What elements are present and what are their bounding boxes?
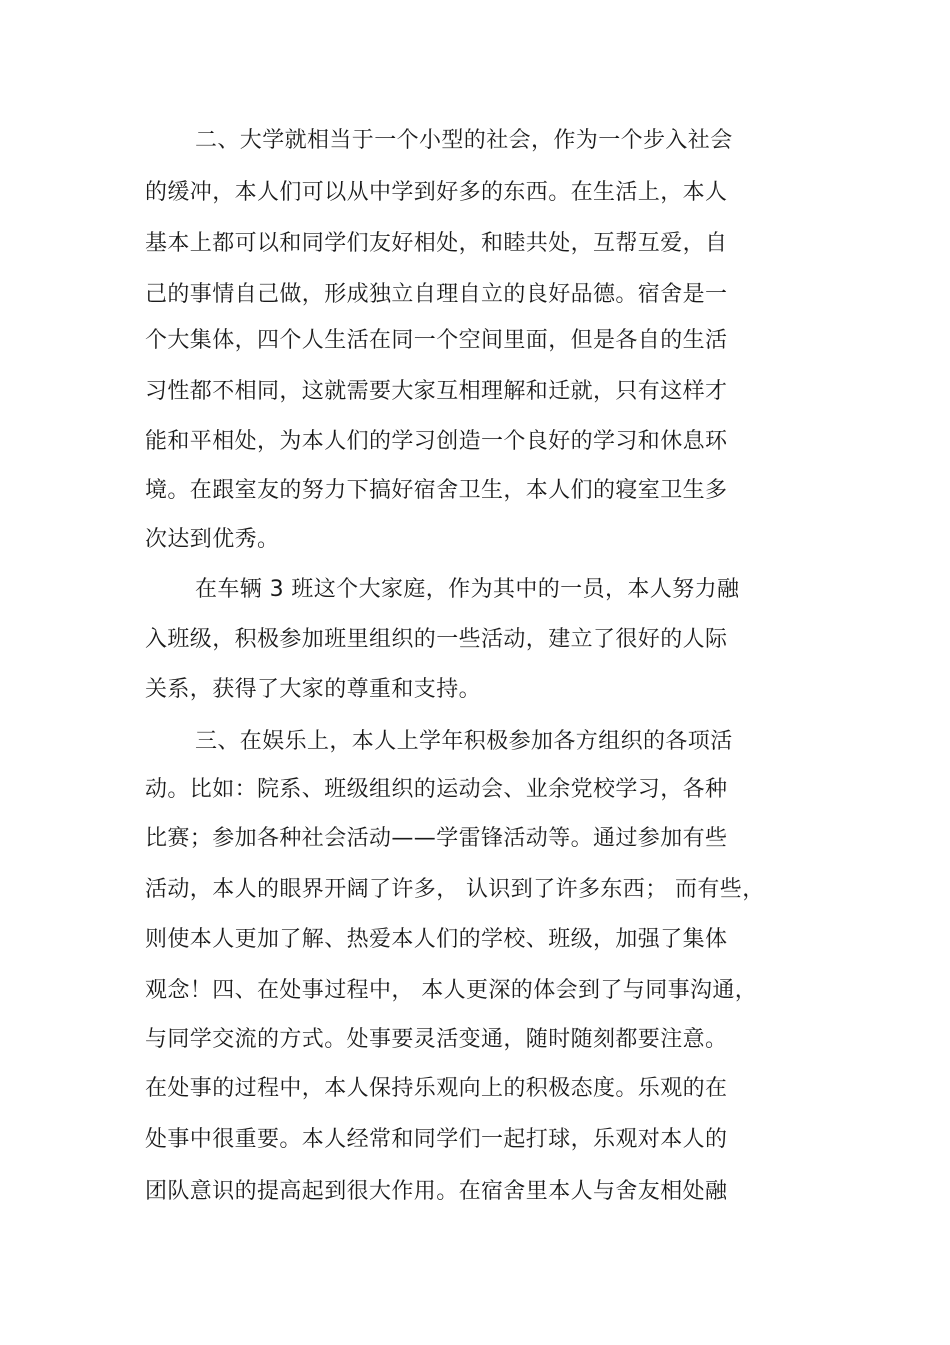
paragraph-line: 基本上都可以和同学们友好相处，和睦共处，互帮互爱，自 [145,231,728,256]
paragraph-line: 在车辆 3 班这个大家庭，作为其中的一员，本人努力融 [195,577,740,602]
paragraph-line: 习性都不相同，这就需要大家互相理解和迁就，只有这样才 [145,379,728,404]
paragraph-line: 能和平相处，为本人们的学习创造一个良好的学习和休息环 [145,429,728,454]
paragraph-line: 二、大学就相当于一个小型的社会，作为一个步入社会 [195,128,733,153]
paragraph-line: 境。在跟室友的努力下搞好宿舍卫生，本人们的寝室卫生多 [145,478,728,503]
paragraph-line: 团队意识的提高起到很大作用。在宿舍里本人与舍友相处融 [145,1179,728,1204]
paragraph-line: 的缓冲，本人们可以从中学到好多的东西。在生活上，本人 [145,180,728,205]
paragraph-line: 关系，获得了大家的尊重和支持。 [145,677,482,702]
paragraph-line: 个大集体，四个人生活在同一个空间里面，但是各自的生活 [145,328,728,353]
paragraph-line: 处事中很重要。本人经常和同学们一起打球，乐观对本人的 [145,1127,728,1152]
paragraph-line: 三、在娱乐上，本人上学年积极参加各方组织的各项活 [195,729,733,754]
paragraph-line: 次达到优秀。 [145,527,280,552]
paragraph-line: 则使本人更加了解、热爱本人们的学校、班级，加强了集体 [145,927,728,952]
paragraph-line: 在处事的过程中，本人保持乐观向上的积极态度。乐观的在 [145,1076,728,1101]
paragraph-line: 活动，本人的眼界开阔了许多， 认识到了许多东西； 而有些， [145,877,765,902]
paragraph-line: 观念！四、在处事过程中， 本人更深的体会到了与同事沟通， [145,978,758,1003]
paragraph-line: 入班级，积极参加班里组织的一些活动，建立了很好的人际 [145,627,728,652]
paragraph-line: 与同学交流的方式。处事要灵活变通，随时随刻都要注意。 [145,1027,728,1052]
paragraph-line: 己的事情自己做，形成独立自理自立的良好品德。宿舍是一 [145,282,728,307]
paragraph-line: 比赛；参加各种社会活动——学雷锋活动等。通过参加有些 [145,826,728,851]
paragraph-line: 动。比如：院系、班级组织的运动会、业余党校学习，各种 [145,777,728,802]
